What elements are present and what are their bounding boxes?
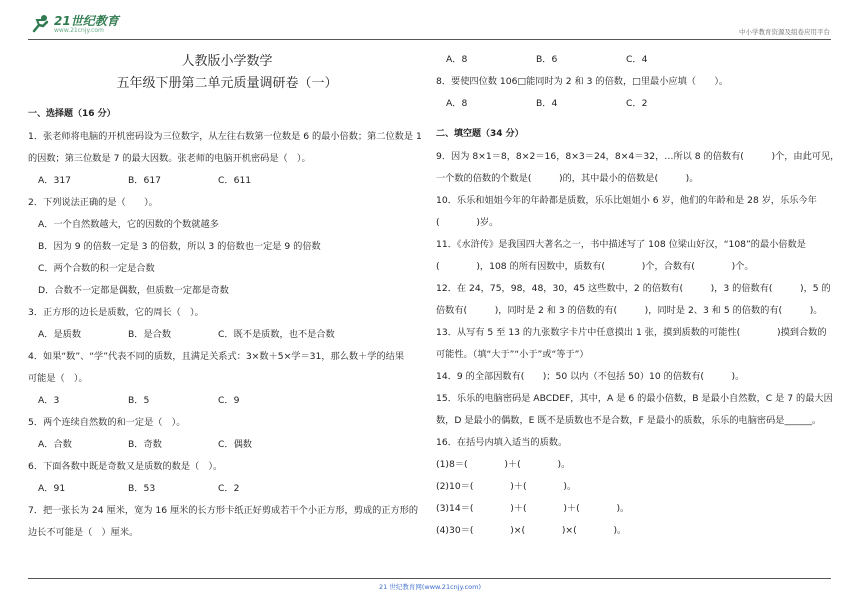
question-line: 的因数；第三位数是 7 的最大因数。张老师的电脑开机密码是（ ）。 (28, 152, 311, 164)
question-line: (3)14＝( )＋( )＋( )。 (436, 502, 630, 514)
question-line: 12．在 24，75，98，48，30，45 这些数中，2 的倍数有( )，3 的倍数有( )，5 的 (436, 282, 831, 294)
option: B．奇数 (128, 438, 162, 450)
question-line: 9．因为 8×1＝8，8×2＝16，8×3＝24，8×4＝32，…所以 8 的倍数有( )个，由此可见， (436, 150, 840, 162)
question-line: 6．下面各数中既是奇数又是质数的数是（ ）。 (28, 460, 223, 472)
runner-logo-icon (30, 14, 52, 34)
option: B．617 (128, 174, 162, 186)
options-row (436, 48, 834, 70)
option: A．317 (38, 174, 72, 186)
option: D．合数不一定都是偶数，但质数一定都是奇数 (38, 284, 229, 296)
question-line: (1)8＝( )＋( )。 (436, 458, 571, 470)
question-line: 5．两个连续自然数的和一定是（ ）。 (28, 416, 186, 428)
option: B．因为 9 的倍数一定是 3 的倍数，所以 3 的倍数也一定是 9 的倍数 (38, 240, 321, 252)
option: B．5 (128, 394, 150, 406)
question-line: ( )，108 的所有因数中，质数有( )个，合数有( )个。 (436, 260, 754, 272)
right-column (436, 48, 840, 541)
question-line: 7．把一张长为 24 厘米，宽为 16 厘米的长方形卡纸正好剪成若干个小正方形，剪成的正方形的 (28, 504, 419, 516)
question-line: 11．《水浒传》是我国四大著名之一，书中描述写了 108 位梁山好汉，“108”的最小倍数是 (436, 238, 806, 250)
question-line: 边长不可能是（ ）厘米。 (28, 526, 139, 538)
option: B．是合数 (128, 328, 172, 340)
question-line: 一个数的倍数的个数是( )的，其中最小的倍数是( )。 (436, 172, 699, 184)
footer-divider (28, 578, 831, 579)
option: B．4 (536, 97, 558, 109)
option: A．是质数 (38, 328, 82, 340)
header-divider (28, 39, 831, 40)
options-row (28, 323, 426, 345)
option: C．611 (218, 174, 252, 186)
question-line: 4．如果“数”、“学”代表不同的质数，且满足关系式：3×数＋5×学＝31，那么数＋学的结果 (28, 350, 405, 362)
question-line: ( )岁。 (436, 216, 499, 228)
option: C．2 (626, 97, 648, 109)
question-line: 16．在括号内填入适当的质数。 (436, 436, 568, 448)
left-column (28, 50, 426, 543)
options-row (28, 433, 426, 455)
paper-title: 人教版小学数学 (181, 54, 273, 69)
question-line: 8．要使四位数 106□能同时为 2 和 3 的倍数，□里最小应填（ ）。 (436, 75, 729, 87)
question-line: (2)10＝( )＋( )。 (436, 480, 577, 492)
logo-text: 21世纪教育 (54, 14, 119, 28)
option: A．8 (446, 97, 468, 109)
question-line: 倍数有( )，同时是 2 和 3 的倍数的有( )，同时是 2、3 和 5 的倍数的有( )。 (436, 304, 823, 316)
question-line: 可能是（ ）。 (28, 372, 88, 384)
option: C．4 (626, 53, 648, 65)
logo-url: www.21cnjy.com (54, 27, 104, 34)
option: C．既不是质数，也不是合数 (218, 328, 335, 340)
question-line: 1．张老师将电脑的开机密码设为三位数字，从左往右数第一位数是 6 的最小倍数；第二位数是 1 (28, 130, 422, 142)
option: A．合数 (38, 438, 72, 450)
question-line: 3．正方形的边长是质数，它的周长（ ）。 (28, 306, 204, 318)
option: B．53 (128, 482, 156, 494)
question-line: 数，D 是最小的偶数，E 既不是质数也不是合数，F 是最小的质数，乐乐的电脑密码是______。 (436, 414, 822, 426)
logo (30, 12, 140, 38)
question-line: 15．乐乐的电脑密码是 ABCDEF，其中，A 是 6 的最小倍数，B 是最小自然数，C 是 7 的最大因 (436, 392, 833, 404)
question-line: 14．9 的全部因数有( )；50 以内（不包括 50）10 的倍数有( )。 (436, 370, 745, 382)
option: C．9 (218, 394, 240, 406)
question-line: 2．下列说法正确的是（ ）。 (28, 196, 158, 208)
options-row (28, 389, 426, 411)
options-row (436, 92, 834, 114)
question-line: 10．乐乐和姐姐今年的年龄都是质数，乐乐比姐姐小 6 岁，他们的年龄和是 28 岁，乐乐今年 (436, 194, 817, 206)
option: C．两个合数的积一定是合数 (38, 262, 155, 274)
header-platform-name: 中小学教育资源及组卷应用平台 (739, 28, 830, 36)
option: C．2 (218, 482, 240, 494)
option: C．偶数 (218, 438, 252, 450)
option: A．91 (38, 482, 66, 494)
option: B．6 (536, 53, 558, 65)
question-line: 可能性。（填“大于”“小于”或“等于”） (436, 348, 589, 360)
footer-text: 21 世纪教育网(www.21cnjy.com) (379, 583, 481, 591)
options-row (28, 169, 426, 191)
section-heading-fill: 二、填空题（34 分） (436, 129, 524, 139)
option: A．8 (446, 53, 468, 65)
section-heading-choice: 一、选择题（16 分） (28, 109, 116, 119)
option: A．3 (38, 394, 60, 406)
options-row (28, 477, 426, 499)
question-line: (4)30＝( )×( )×( )。 (436, 524, 627, 536)
paper-subtitle: 五年级下册第二单元质量调研卷（一） (116, 76, 338, 91)
question-line: 13．从写有 5 至 13 的九张数字卡片中任意摸出 1 张，摸到质数的可能性( )摸到合数的 (436, 326, 827, 338)
option: A．一个自然数越大，它的因数的个数就越多 (38, 218, 219, 230)
